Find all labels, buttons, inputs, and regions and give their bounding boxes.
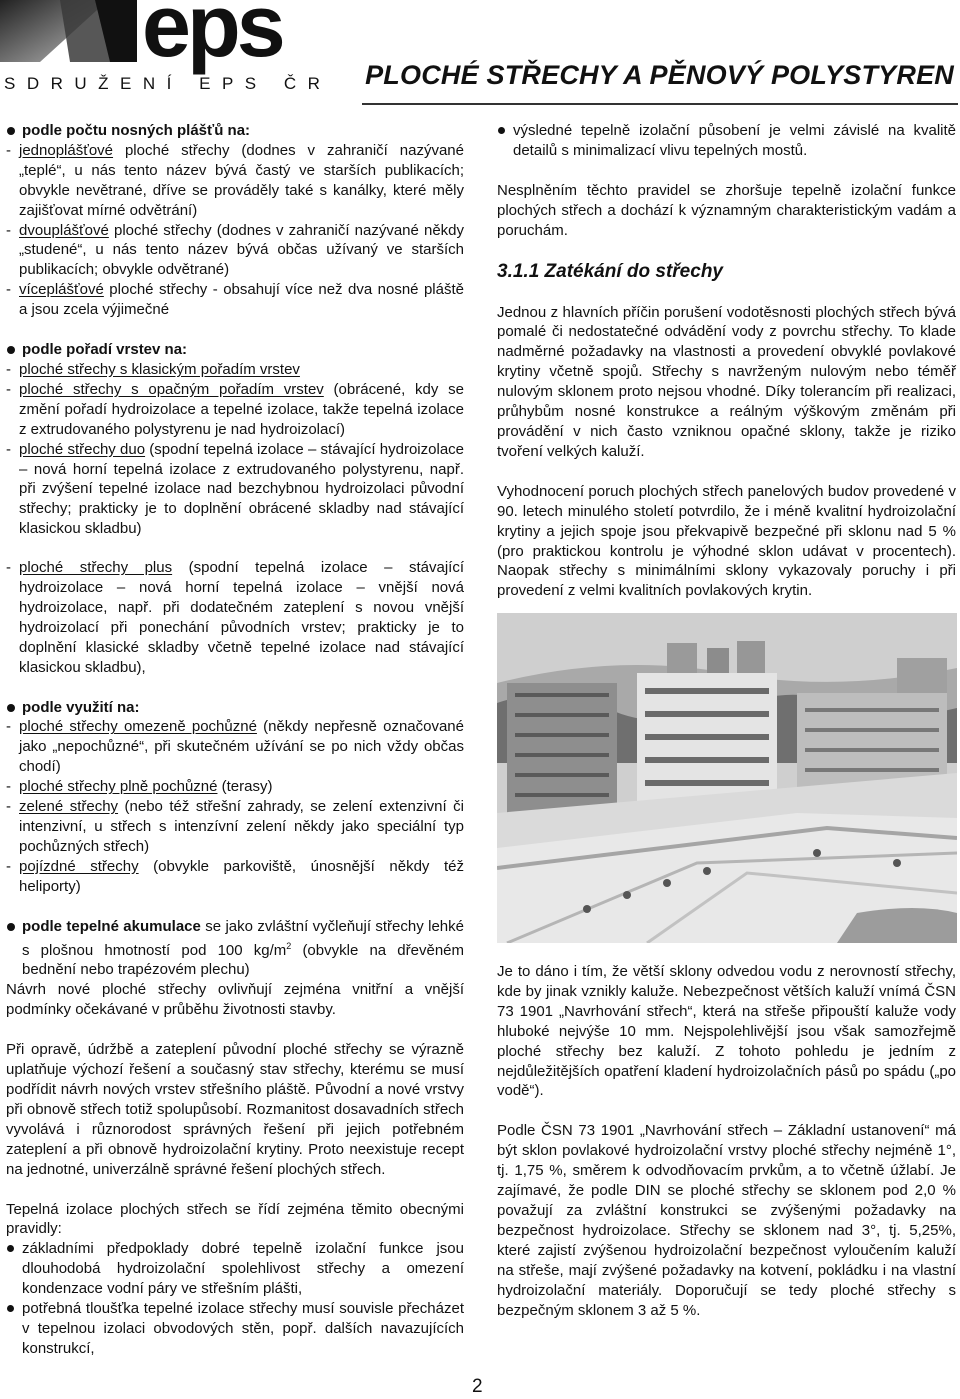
logo-graphic (0, 0, 137, 62)
list-item: - zelené střechy (nebo též střešní zahrady, se zelení extenzivní či intenzivní, u střech s intenzívní zelení někdy jako speciální typ pochůzných střech) (6, 797, 464, 857)
paragraph-vyhodnoceni: Vyhodnocení poruch plochých střech panelových budov provedené v 90. letech minulého století potvrdilo, že i méně kvalitní hydroizolační krytiny a jejich spoje jsou překvapivě bezpečné při sklonu nad 5 % (pro praktickou kontrolu je výhodné sklon udávat v procentech). Naopak střechy s minimálními sklony vykazovaly poruchy i při provedení z velmi kvalitních povlakových krytin. (497, 482, 956, 600)
list-item: - víceplášťové ploché střechy - obsahují více než dva nosné pláště a jsou zcela výjimečné (6, 280, 464, 320)
list-item: - ploché střechy plně pochůzné (terasy) (6, 777, 464, 797)
paragraph-oprava: Při opravě, údržbě a zateplení původní ploché střechy se výrazně uplatňuje výchozí řešení a současný stav střechy, kterému se musí podřídit návrh nových vrstev střešního pláště. Původní a nové vrstvy při obnově střech totiž spolupůsobí. Rozmanitost dosavadních střech vyvolává i různorodost správných řešení při jejich potřebném zateplení a při obnově hydroizolační krytiny. Proto neexistuje recept na jednotné, univerzálně správné řešení plochých střech. (6, 1041, 464, 1178)
list-item: - ploché střechy duo (spodní tepelná izolace – stávající hydroizolace – nová horní tepelná izolace z extrudovaného polystyrenu, např. při zvýšení tepelné izolace nad bezchybnou hydroizolaci původní střechy; prakticky je to doplnění obrácené skladby nad stávající klasickou skladbu) (6, 440, 464, 540)
bullet-heading-poradi: podle pořadí vrstev na: (6, 340, 464, 360)
paragraph-navrh: Návrh nové ploché střechy ovlivňují zejména vnitřní a vnější podmínky očekávané v průběhu životnosti stavby. (6, 981, 464, 1019)
rule-item: základními předpoklady dobré tepelně izolační funkce jsou dlouhodobá hydroizolační spolehlivost střechy a omezení kondenzace vodní páry ve střešním plášti, (6, 1239, 464, 1299)
right-column-top (497, 121, 956, 601)
list-item: - ploché střechy s klasickým pořadím vrstev (6, 360, 464, 380)
section-heading: 3.1.1 Zatékání do střechy (497, 260, 723, 282)
logo-subtitle: SDRUŽENÍ EPS ČR (4, 74, 332, 93)
document-title: PLOCHÉ STŘECHY A PĚNOVÝ POLYSTYREN (365, 60, 954, 90)
page-header (0, 0, 960, 110)
page-number: 2 (472, 1376, 483, 1397)
list-item: - jednoplášťové ploché střechy (dodnes v zahraničí nazývané „teplé“, u nás tento název bývá častý ve starších publikacích; obvykle nevětrané, dříve se prováděly také s kanálky, které měly zajišťovat mírné odvětrání) (6, 141, 464, 221)
logo-text: eps (142, 0, 282, 75)
paragraph-nesplneni: Nesplněním těchto pravidel se zhoršuje tepelně izolační funkce plochých střech a dochází k významným charakteristickým vadám a poruchám. (497, 181, 956, 239)
right-column-bottom (497, 962, 956, 1320)
bullet-heading-plasty: podle počtu nosných plášťů na: (6, 121, 464, 141)
header-rule (362, 103, 958, 105)
list-item: - pojízdné střechy (obvykle parkoviště, únosnější někdy též heliporty) (6, 857, 464, 897)
roof-photo (497, 613, 957, 943)
rule-item: potřebná tloušťka tepelné izolace střechy musí souvisle přecházet v tepelnou izolaci obvodových stěn, popř. dalších navazujících konstrukcí, (6, 1299, 464, 1359)
list-item: - dvouplášťové ploché střechy (dodnes v zahraničí nazývané někdy „studené“, u nás tento název bývá občas užívaný ve starších publikacích; obvykle odvětrané) (6, 221, 464, 281)
list-item: - ploché střechy omezeně pochůzné (někdy nepřesně označované jako „nepochůzné“, při skutečném užívání se po nich vždy občas chodí) (6, 717, 464, 777)
rule-item: výsledné tepelně izolační působení je velmi závislé na kvalitě detailů s minimalizací vlivu tepelných mostů. (497, 121, 956, 161)
paragraph-podle-csn: Podle ČSN 73 1901 „Navrhování střech – Základní ustanovení“ má být sklon povlakové hydroizolační vrstvy ploché střechy nejméně 1°, tj. 1,75 %, směrem k odvodňovacím prvkům, a to včetně úžlabí. Je zajímavé, že podle DIN se ploché střechy se sklonem pod 2,0 % považují za zvláštní konstrukci se zvýšenými požadavky na bezpečnost hydroizolace. Střechy se sklonem nad 3°, tj. 5,25%, které zajistí zvýšenou hydroizolační bezpečnost vyloučením kaluží na střeše, mají zvýšené požadavky na kotvení, pokládku i na vlastní hydroizolační materiály. Doporučují se tedy ploché střechy s bezpečným sklonem 3 až 5 %. (497, 1122, 956, 1319)
paragraph-jednou: Jednou z hlavních příčin porušení vodotěsnosti plochých střech bývá pomalé či nedostatečné odvádění vody z povrchu střechy. To klade nadměrné požadavky na vlastnosti a provedení obvyklé povlakové krytiny včetně spojů. Střechy s navrženým nulovým nebo téměř nulovým sklonem proto nejsou vhodné. Díky tolerancím při realizaci, průhybům nosné konstrukce a reálným výškovým změnám při provádění v nich často vzniknou opačné sklony, takže je riziko tvoření velkých kaluží. (497, 303, 956, 460)
paragraph-je-to-dano: Je to dáno i tím, že větší sklony odvedou vodu z nerovností střechy, kde by jinak vznikly kaluže. Nebezpečnost větších kaluží vnímá ČSN 73 1901 „Navrhování střech“, která na střeše připouští kaluže vody hluboké nejvýše 10 mm. Nejspolehlivější jsou však samozřejmě ploché střechy bez kaluží. Z tohoto pohledu je jedním z nejdůležitějších opatření kladení hydroizolačních pásů po spádu („po vodě“). (497, 963, 956, 1100)
paragraph-tepelna-izolace: Tepelná izolace plochých střech se řídí zejména těmito obecnými pravidly: (6, 1200, 464, 1238)
bullet-heading-akumulace: podle tepelné akumulace se jako zvláštní vyčleňují střechy lehké s plošnou hmotností pod 100 $kg/m^2$ (obvykle na dřevěném bednění nebo trapézovém plechu) (6, 917, 464, 981)
list-item: - ploché střechy plus (spodní tepelná izolace – stávající hydroizolace – nová horní tepelná izolace – vnější nová hydroizolace, např. při dodatečném zateplení s novou vnější hydroizolací při ponechání původních vrstev; prakticky je to doplnění klasické skladby včetně tepelné izolace nad stávající klasickou skladbu), (6, 558, 464, 677)
bullet-heading-vyuziti: podle využití na: (6, 698, 464, 718)
list-item: - ploché střechy s opačným pořadím vrstev (obrácené, kdy se změní pořadí hydroizolace a tepelné izolace, takže tepelná izolace z extrudovaného polystyrenu je nad hydroizolací) (6, 380, 464, 440)
left-column (6, 121, 464, 1359)
